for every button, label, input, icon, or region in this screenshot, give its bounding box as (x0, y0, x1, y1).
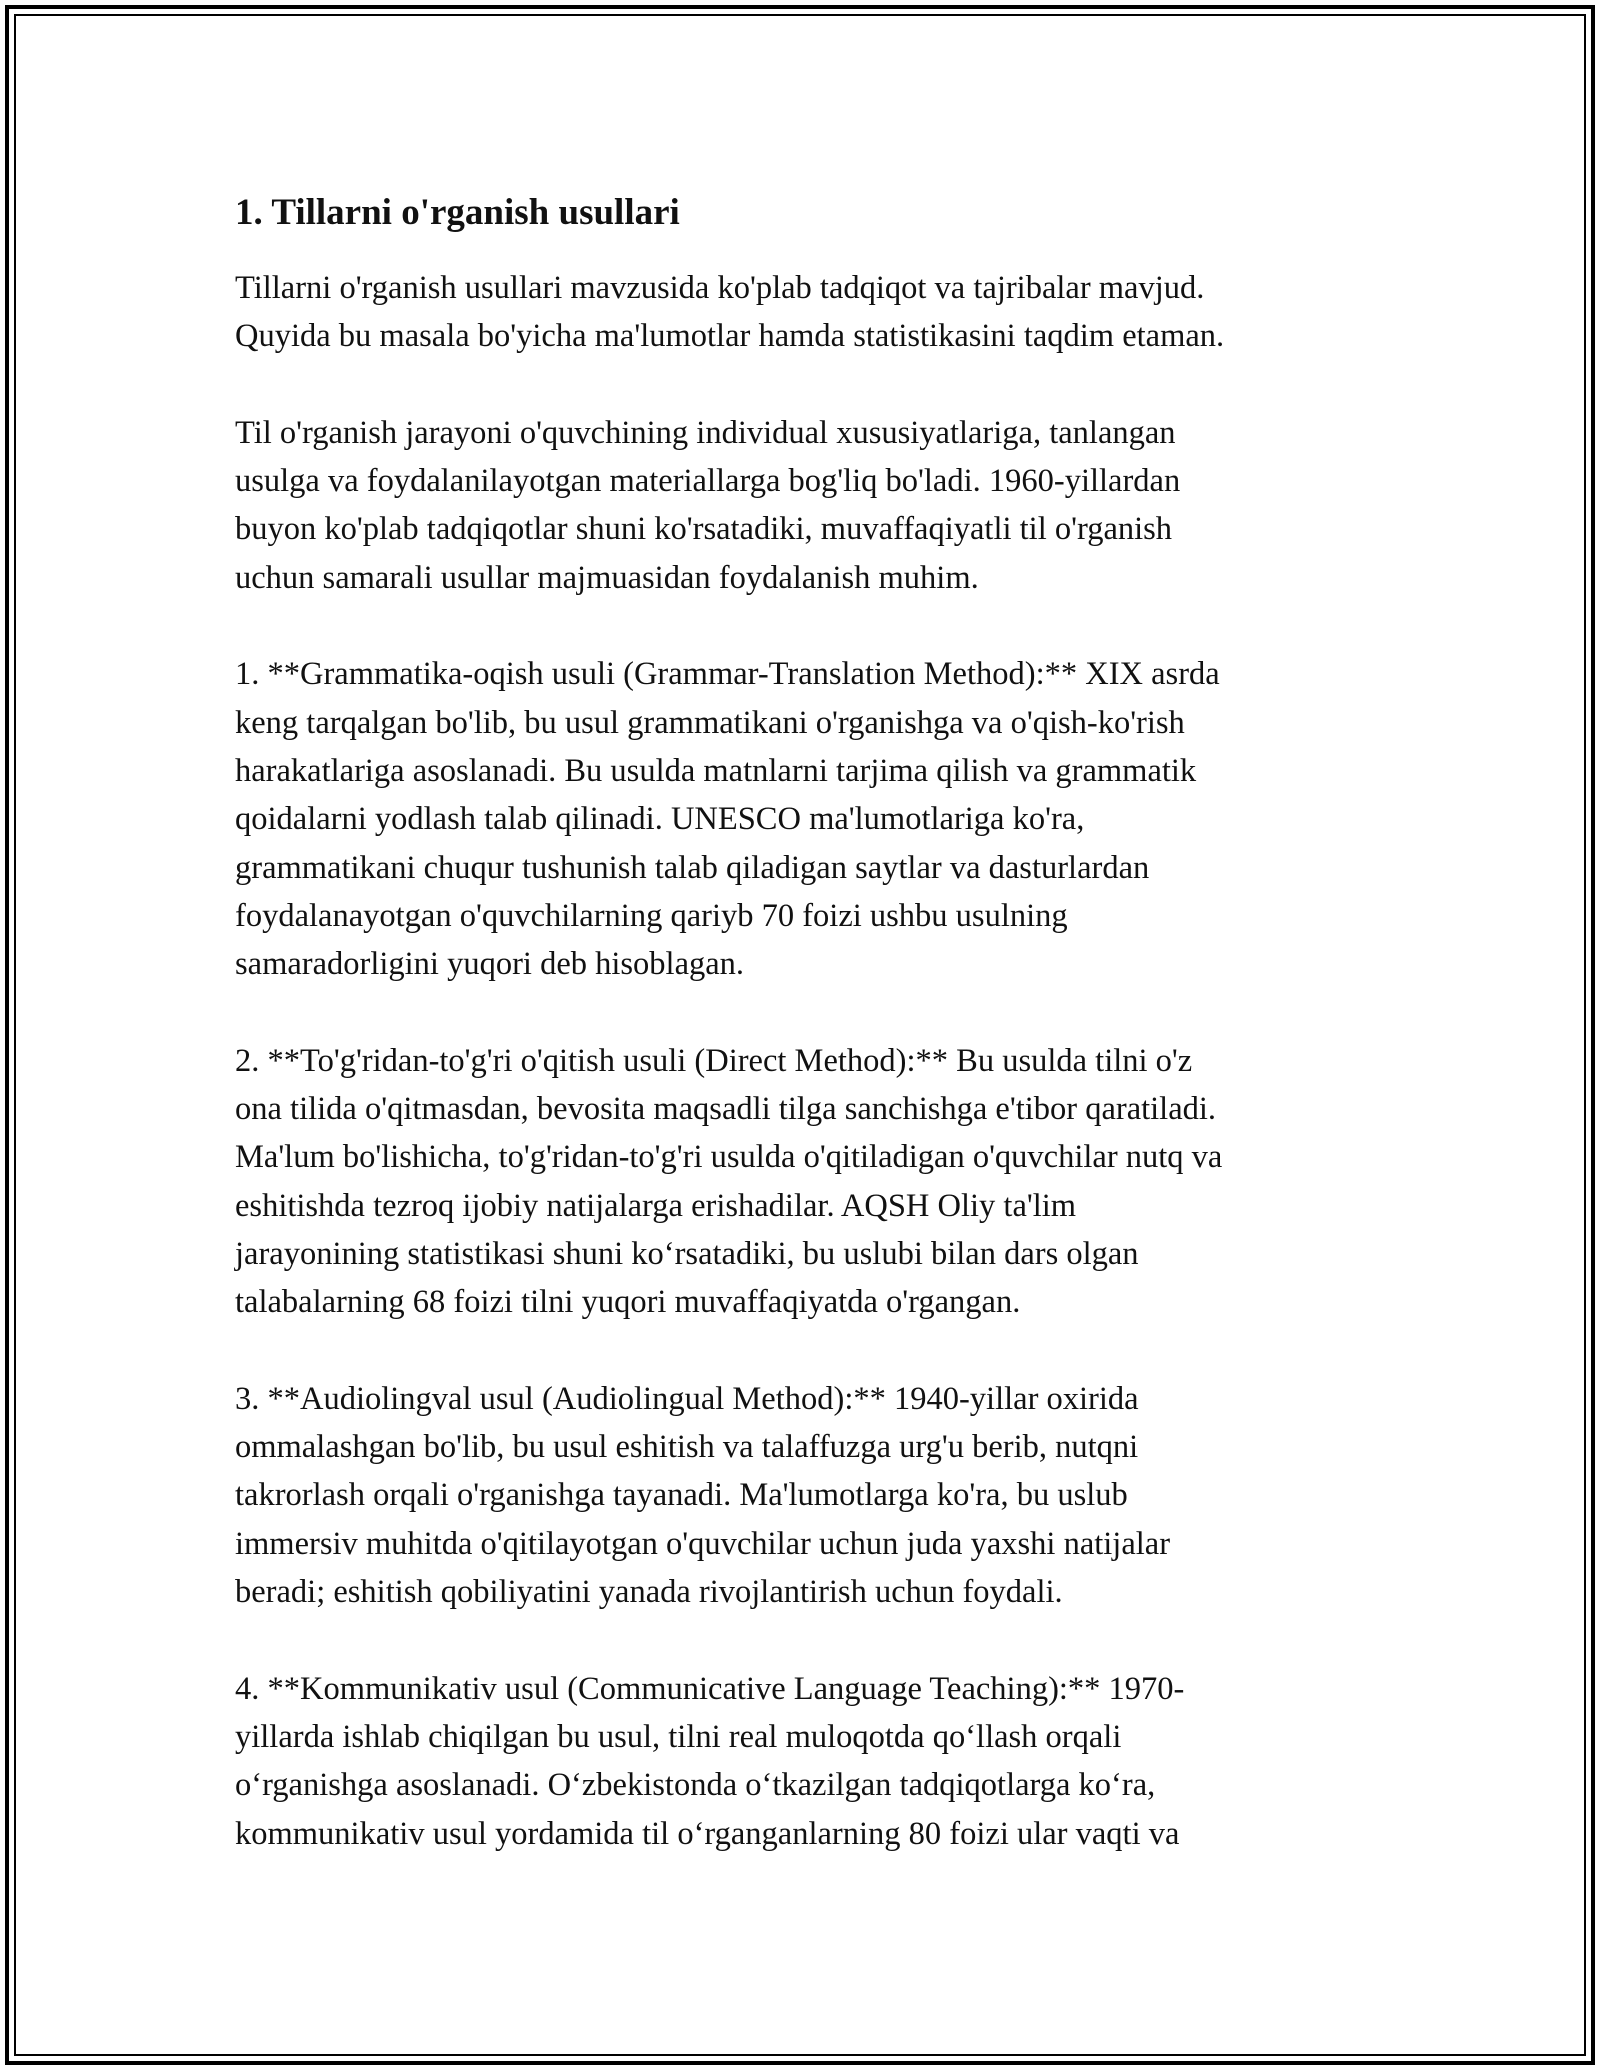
paragraph-direct-method: 2. **To'g'ridan-to'g'ri o'qitish usuli (Direct Method):** Bu usulda tilni o'z ona tilida o'qitmasdan, bevosita maqsadli tilga sanchishga e'tibor qaratiladi. Ma'lum bo'lishicha, to'g'ridan-to'g'ri usulda o'qitiladigan o'quvchilar nutq va eshitishda tezroq ijobiy natijalarga erishadilar. AQSH Oliy ta'lim jarayonining statistikasi shuni ko‘rsatadiki, bu uslubi bilan dars olgan talabalarning 68 foizi tilni yuqori muvaffaqiyatda o'rgangan. (235, 1042, 1223, 1321)
paragraph-communicative: 4. **Kommunikativ usul (Communicative Language Teaching):** 1970- yillarda ishlab chiqilgan bu usul, tilni real muloqotda qo‘llash orqali o‘rganishga asoslanadi. O‘zbekistonda o‘tkazilgan tadqiqotlarga ko‘ra, kommunikativ usul yordamida til o‘rganganlarning 80 foizi ular vaqti va (235, 1670, 1185, 1852)
document-body (235, 188, 1365, 1906)
paragraph-grammar-translation: 1. **Grammatika-oqish usuli (Grammar-Translation Method):** XIX asrda keng tarqalgan bo'lib, bu usul grammatikani o'rganishga va o'qish-ko'rish harakatlariga asoslanadi. Bu usulda matnlarni tarjima qilish va grammatik qoidalarni yodlash talab qilinadi. UNESCO ma'lumotlariga ko'ra, grammatikani chuqur tushunish talab qiladigan saytlar va dasturlardan foydalanayotgan o'quvchilarning qariyb 70 foizi ushbu usulning samaradorligini yuqori deb hisoblagan. (235, 656, 1220, 983)
paragraph-overview: Til o'rganish jarayoni o'quvchining individual xususiyatlariga, tanlangan usulga va foydalanilayotgan materiallarga bog'liq bo'ladi. 1960-yillardan buyon ko'plab tadqiqotlar shuni ko'rsatadiki, muvaffaqiyatli til o'rganish uchun samarali usullar majmuasidan foydalanish muhim. (235, 414, 1181, 596)
paragraph-intro: Tillarni o'rganish usullari mavzusida ko'plab tadqiqot va tajribalar mavjud. Quyida bu masala bo'yicha ma'lumotlar hamda statistikasini taqdim etaman. (235, 270, 1225, 355)
paragraph-audiolingual: 3. **Audiolingval usul (Audiolingual Method):** 1940-yillar oxirida ommalashgan bo'lib, bu usul eshitish va talaffuzga urg'u berib, nutqni takrorlash orqali o'rganishga tayanadi. Ma'lumotlarga ko'ra, bu uslub immersiv muhitda o'qitilayotgan o'quvchilar uchun juda yaxshi natijalar beradi; eshitish qobiliyatini yanada rivojlantirish uchun foydali. (235, 1380, 1171, 1611)
section-title: 1. Tillarni o'rganish usullari (235, 192, 680, 233)
